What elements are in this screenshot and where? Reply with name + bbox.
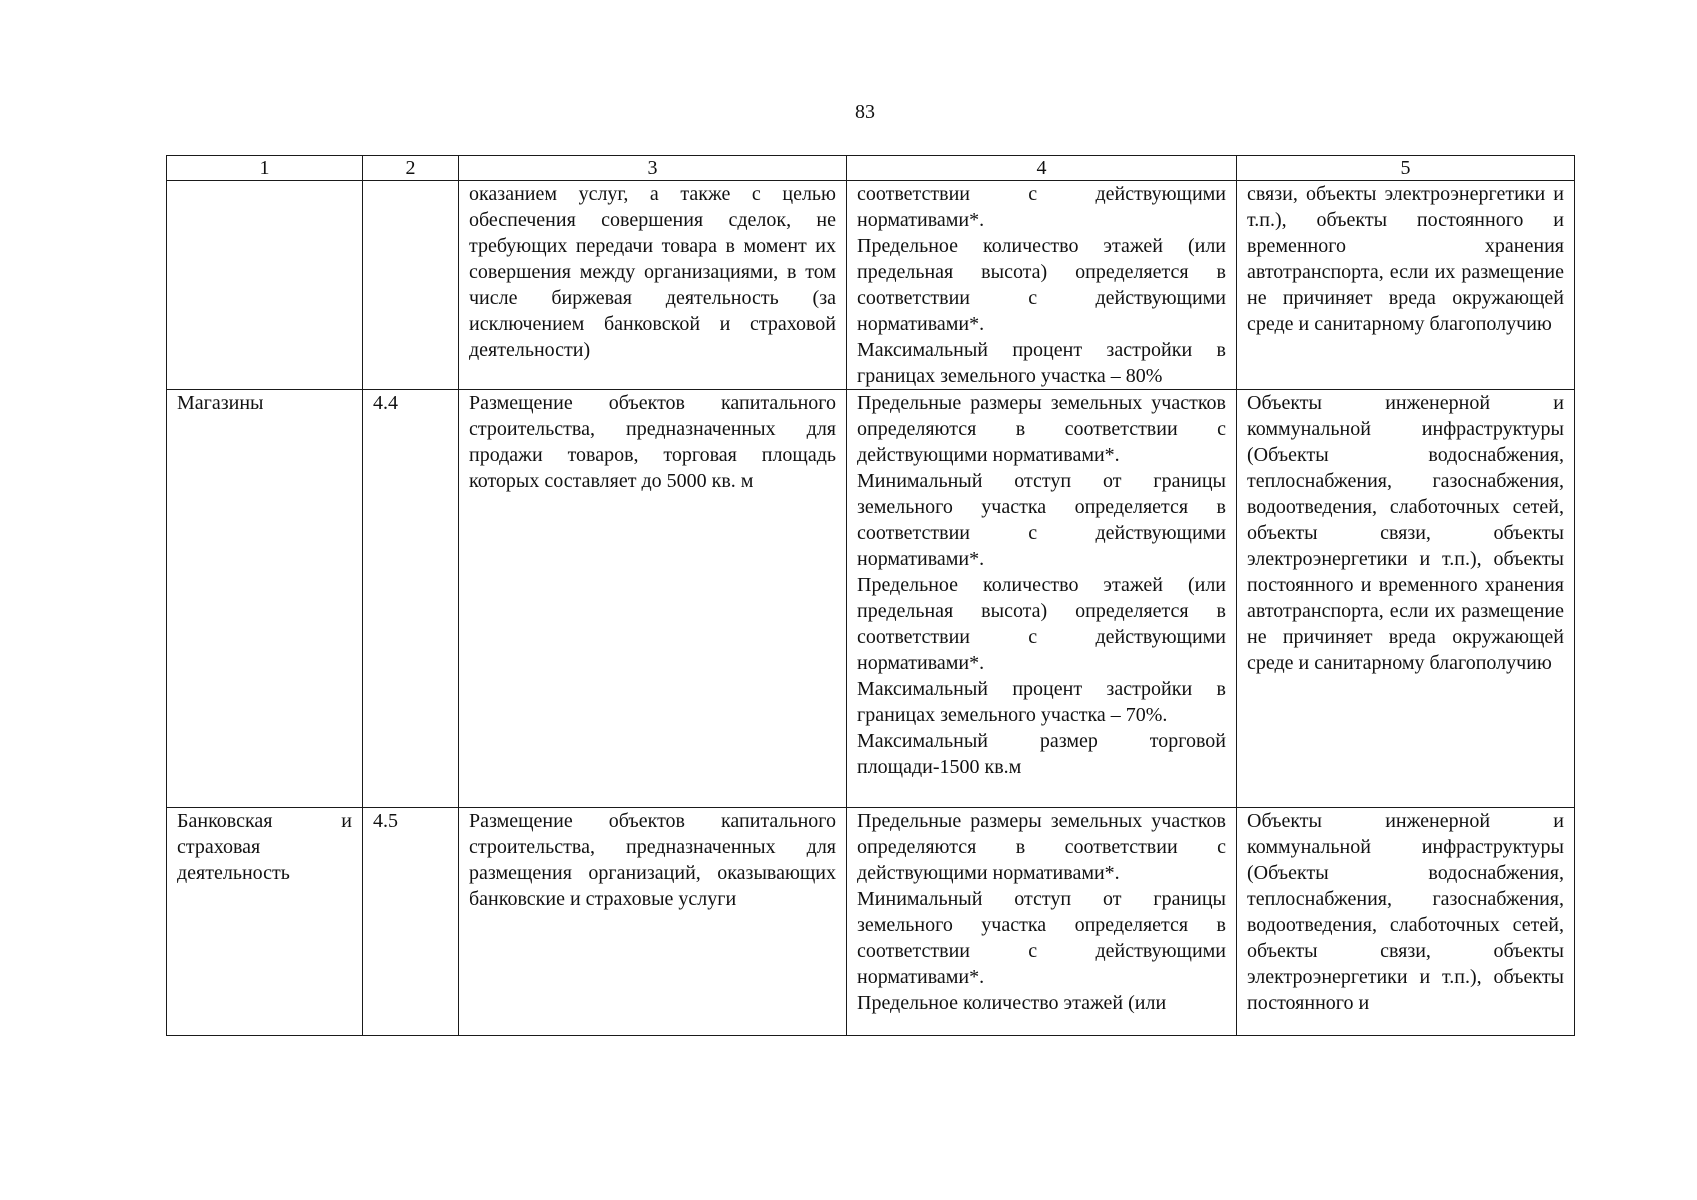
use-description-cell: Размещение объектов капитального строительства, предназначенных для размещения организаций, оказывающих банковские и страховые услуги: [459, 808, 847, 1036]
use-code-cell: [363, 181, 459, 390]
parameter-paragraph: Минимальный отступ от границы земельного участка определяется в соответствии с действующими нормативами*.: [857, 470, 1226, 570]
use-description-cell: Размещение объектов капитального строительства, предназначенных для продажи товаров, торговая площадь которых составляет до 5000 кв. м: [459, 390, 847, 808]
header-cell: 1: [167, 156, 363, 181]
auxiliary-uses-cell: Объекты инженерной и коммунальной инфраструктуры (Объекты водоснабжения, теплоснабжения, газоснабжения, водоотведения, слаботочных сетей, объекты связи, объекты электроэнергетики и т.п.), объекты постоянного и временного хранения автотранспорта, если их размещение не причиняет вреда окружающей среде и санитарному благополучию: [1237, 390, 1575, 808]
parameter-paragraph: Предельное количество этажей (или предельная высота) определяется в соответствии с действующими нормативами*.: [857, 235, 1226, 335]
use-name-cell: Магазины: [167, 390, 363, 808]
use-description-cell: оказанием услуг, а также с целью обеспечения совершения сделок, не требующих передачи товара в момент их совершения между организациями, в том числе биржевая деятельность (за исключением банковской и страховой деятельности): [459, 181, 847, 390]
table-row: [167, 808, 1575, 1036]
use-code-cell: 4.4: [363, 390, 459, 808]
use-name-cell: [167, 181, 363, 390]
parameter-paragraph: соответствии с действующими нормативами*.: [857, 183, 1226, 231]
header-cell: 4: [847, 156, 1237, 181]
auxiliary-uses-cell: связи, объекты электроэнергетики и т.п.), объекты постоянного и временного хранения автотранспорта, если их размещение не причиняет вреда окружающей среде и санитарному благополучию: [1237, 181, 1575, 390]
page-number: 83: [855, 101, 875, 123]
parameters-cell: [847, 181, 1237, 390]
table-row: [167, 181, 1575, 390]
auxiliary-uses-cell: Объекты инженерной и коммунальной инфраструктуры (Объекты водоснабжения, теплоснабжения, газоснабжения, водоотведения, слаботочных сетей, объекты связи, объекты электроэнергетики и т.п.), объекты постоянного и: [1237, 808, 1575, 1036]
parameter-paragraph: Максимальный процент застройки в границах земельного участка – 80%: [857, 339, 1226, 387]
header-cell: 5: [1237, 156, 1575, 181]
use-code-cell: 4.5: [363, 808, 459, 1036]
table-header-row: [167, 156, 1575, 181]
header-cell: 2: [363, 156, 459, 181]
table-row: [167, 390, 1575, 808]
parameters-cell: [847, 808, 1237, 1036]
parameter-paragraph: Минимальный отступ от границы земельного участка определяется в соответствии с действующими нормативами*.: [857, 888, 1226, 988]
parameters-cell: [847, 390, 1237, 808]
parameter-paragraph: Предельные размеры земельных участков определяются в соответствии с действующими нормативами*.: [857, 392, 1226, 466]
zoning-table: [166, 155, 1575, 1036]
parameter-paragraph: Предельное количество этажей (или предельная высота) определяется в соответствии с действующими нормативами*.: [857, 574, 1226, 674]
parameter-paragraph: Максимальный размер торговой площади-1500 кв.м: [857, 730, 1226, 778]
use-name-cell: Банковская и страховая деятельность: [167, 808, 363, 1036]
parameter-paragraph: Максимальный процент застройки в границах земельного участка – 70%.: [857, 678, 1226, 726]
parameter-paragraph: Предельное количество этажей (или: [857, 992, 1167, 1014]
parameter-paragraph: Предельные размеры земельных участков определяются в соответствии с действующими нормативами*.: [857, 810, 1226, 884]
header-cell: 3: [459, 156, 847, 181]
